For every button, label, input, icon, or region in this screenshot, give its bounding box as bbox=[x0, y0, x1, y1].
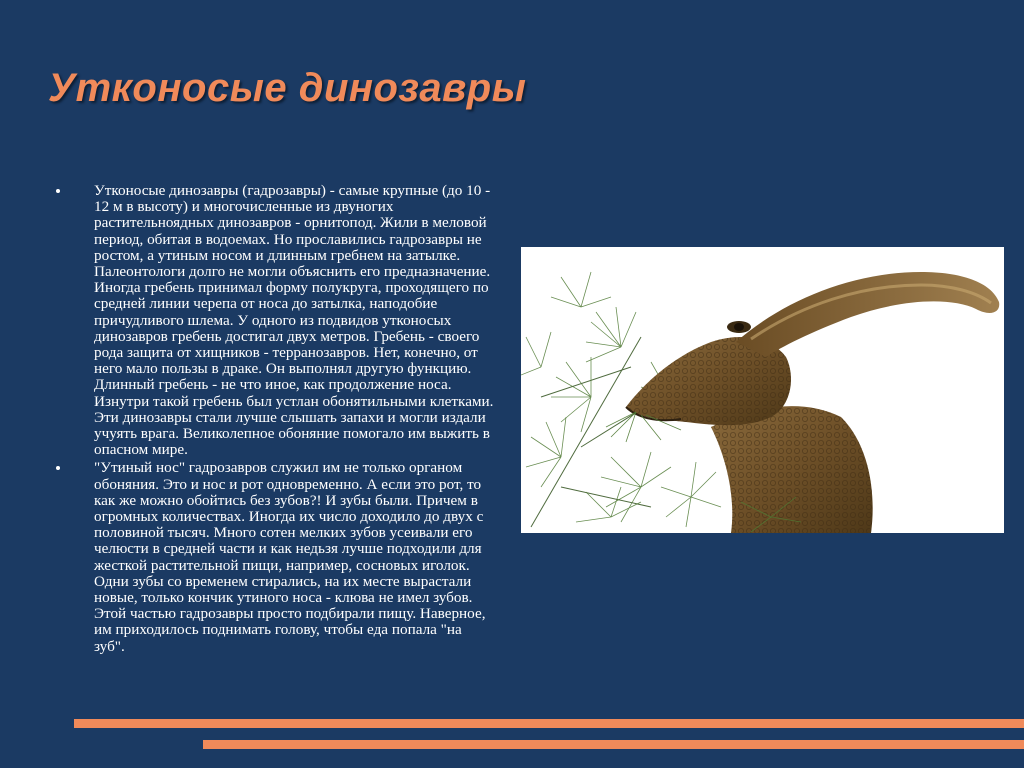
bullet-item bbox=[56, 460, 496, 654]
bullet-text: Утконосые динозавры (гадрозавры) - самые крупные (до 10 - 12 м в высоту) и многочисленные из двуногих растительноядных динозавров - орнитопод. Жили в меловой период, обитая в водоемах. Но прославились гадрозавры не ростом, а утиным носом и длинным гребнем на затылке. Палеонтологи долго не могли объяснить его предназначение. Иногда гребень принимал форму полукруга, проходящего по средней линии черепа от носа до затылка, наподобие причудливого шлема. У одного из подвидов утконосых динозавров гребень достигал двух метров. Гребень - своего рода защита от хищников - терранозавров. Нет, конечно, от него мало пользы в драке. Он выполнял другую функцию. Длинный гребень - не что иное, как продолжение носа. Изнутри такой гребень был устлан обонятильными клетками. Эти динозавры стали лучше слышать запахи и могли издали учуять врага. Великолепное обоняние помогало им выжить в опасном мире. bbox=[94, 182, 494, 459]
bullet-dot-icon bbox=[56, 189, 60, 193]
bullet-item bbox=[56, 183, 496, 458]
bullet-list bbox=[56, 183, 496, 657]
decorative-bar-bottom bbox=[203, 740, 1024, 749]
bullet-text: "Утиный нос" гадрозавров служил им не только органом обоняния. Это и нос и рот одновременно. А если это рот, то как же можно обойтись без зубов?! И зубы были. Причем в огромных количествах. Иногда их число доходило до двух с половиной тысяч. Много сотен мелких зубов усеивали его челюсти в средней части и как недьзя лучше подходили для жесткой растительной пищи, например, сосновых иголок. Одни зубы со временем стирались, на их месте вырастали новые, только кончик утиного носа - клюва не имел зубов. Этой частью гадрозавры просто подбирали пищу. Наверное, им приходилось поднимать голову, чтобы еда попала "на зуб". bbox=[94, 459, 486, 655]
bullet-dot-icon bbox=[56, 466, 60, 470]
parasaurolophus-illustration-icon bbox=[521, 247, 1004, 533]
slide-title: Утконосые динозавры bbox=[48, 66, 527, 110]
dinosaur-illustration bbox=[521, 247, 1004, 533]
decorative-bar-top bbox=[74, 719, 1024, 728]
